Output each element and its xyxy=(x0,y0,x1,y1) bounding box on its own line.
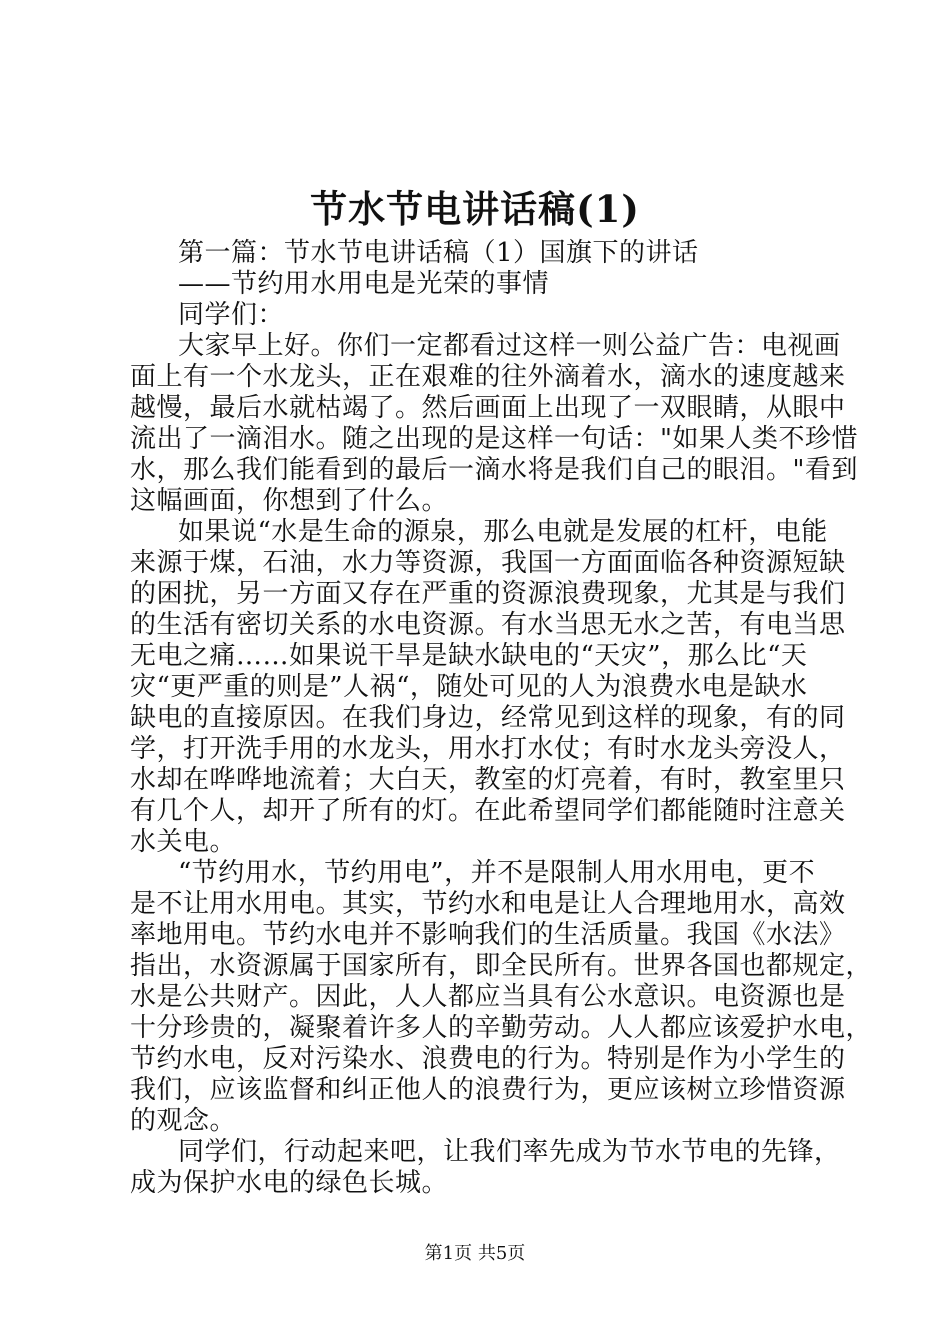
paragraph-line: 水，那么我们能看到的最后一滴水将是我们自己的眼泪。"看到 xyxy=(130,455,858,485)
paragraph-line: 的困扰，另一方面又存在严重的资源浪费现象，尤其是与我们 xyxy=(130,579,846,609)
paragraph-line: 学，打开洗手用的水龙头，用水打水仗；有时水龙头旁没人， xyxy=(130,734,846,764)
paragraph-line: 灾“更严重的则是”人祸“，随处可见的人为浪费水电是缺水 xyxy=(130,672,808,702)
paragraph-line: 面上有一个水龙头，正在艰难的往外滴着水，滴水的速度越来 xyxy=(130,362,846,392)
paragraph-line: “节约用水，节约用电”，并不是限制人用水用电，更不 xyxy=(178,858,816,888)
document-body xyxy=(130,238,873,1199)
paragraph-line: 水却在哗哗地流着；大白天，教室的灯亮着，有时，教室里只 xyxy=(130,765,846,795)
paragraph-line: 流出了一滴泪水。随之出现的是这样一句话："如果人类不珍惜 xyxy=(130,424,858,454)
paragraph-line: 大家早上好。你们一定都看过这样一则公益广告：电视画 xyxy=(178,331,841,361)
salutation: 同学们： xyxy=(178,300,285,330)
paragraph-line: 缺电的直接原因。在我们身边，经常见到这样的现象，有的同 xyxy=(130,703,846,733)
paragraph-line: 的生活有密切关系的水电资源。有水当思无水之苦，有电当思 xyxy=(130,610,846,640)
section-subheading: ——节约用水用电是光荣的事情 xyxy=(178,269,550,299)
paragraph-line: 率地用电。节约水电并不影响我们的生活质量。我国《水法》 xyxy=(130,920,846,950)
paragraph-line: 有几个人，却开了所有的灯。在此希望同学们都能随时注意关 xyxy=(130,796,846,826)
section-heading: 第一篇：节水节电讲话稿（1）国旗下的讲话 xyxy=(178,238,699,268)
paragraph-line: 十分珍贵的，凝聚着许多人的辛勤劳动。人人都应该爱护水电， xyxy=(130,1013,873,1043)
paragraph-line: 水关电。 xyxy=(130,827,237,857)
paragraph-line: 越慢，最后水就枯竭了。然后画面上出现了一双眼睛，从眼中 xyxy=(130,393,846,423)
paragraph xyxy=(130,1137,841,1199)
paragraph-line: 节约水电，反对污染水、浪费电的行为。特别是作为小学生的 xyxy=(130,1044,846,1074)
paragraph-line: 来源于煤，石油，水力等资源，我国一方面面临各种资源短缺 xyxy=(130,548,846,578)
paragraph-line: 是不让用水用电。其实，节约水和电是让人合理地用水，高效 xyxy=(130,889,846,919)
paragraph-line: 指出，水资源属于国家所有，即全民所有。世界各国也都规定， xyxy=(130,951,873,981)
paragraph-line: 我们，应该监督和纠正他人的浪费行为，更应该树立珍惜资源 xyxy=(130,1075,846,1105)
page-footer: 第1页 共5页 xyxy=(424,1243,526,1264)
document-title: 节水节电讲话稿(1) xyxy=(310,187,640,231)
paragraph-line: 的观念。 xyxy=(130,1106,237,1136)
paragraph-line: 水是公共财产。因此，人人都应当具有公水意识。电资源也是 xyxy=(130,982,846,1012)
paragraph xyxy=(130,858,873,1137)
paragraph-line: 成为保护水电的绿色长城。 xyxy=(130,1168,449,1198)
paragraph-line: 这幅画面，你想到了什么。 xyxy=(130,486,449,516)
paragraph-line: 同学们，行动起来吧，让我们率先成为节水节电的先锋， xyxy=(178,1137,841,1167)
paragraph xyxy=(130,331,858,517)
paragraph-line: 如果说“水是生命的源泉，那么电就是发展的杠杆，电能 xyxy=(178,517,828,547)
paragraph-line: 无电之痛……如果说干旱是缺水缺电的“天灾”，那么比“天 xyxy=(130,641,808,671)
paragraph xyxy=(130,517,846,858)
